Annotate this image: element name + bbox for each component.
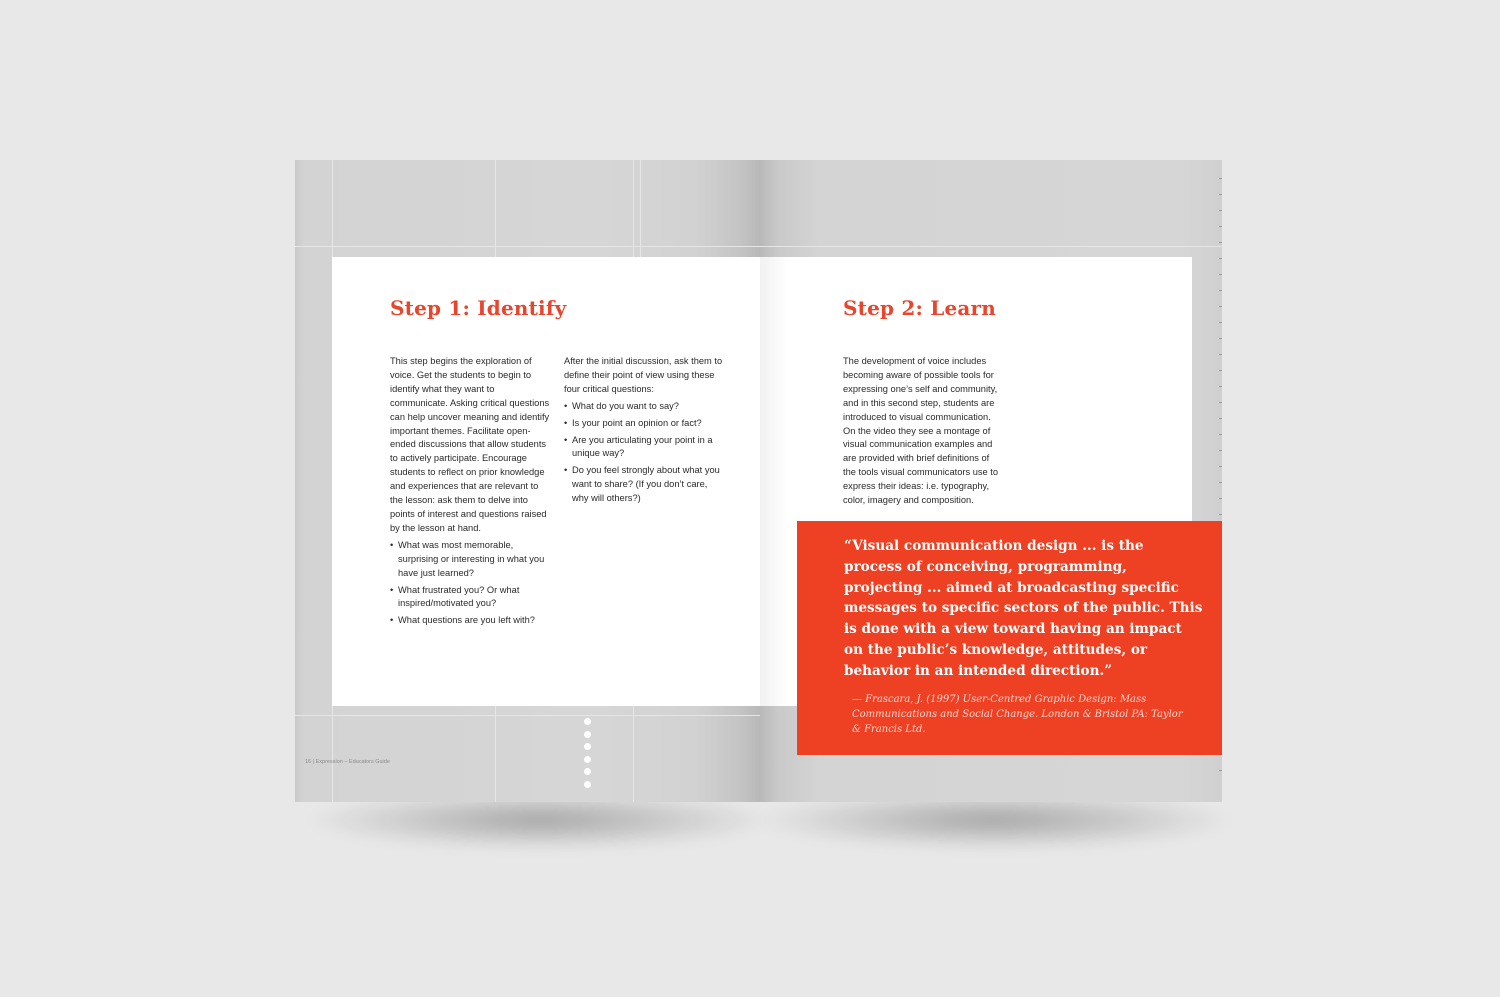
step1-column1 — [390, 355, 552, 631]
step2-paragraph: The development of voice includes becoming aware of possible tools for expressing one’s self and community, and in this second step, students are introduced to visual communication. On the video they see a montage of visual communication examples and are provided with brief definitions of the tools visual communicators use to express their ideas: i.e. typography, color, imagery and composition. — [843, 356, 999, 506]
grid-line — [295, 715, 760, 716]
list-item: • Are you articulating your point in a unique way? — [564, 434, 726, 462]
step1-column2-paragraph: After the initial discussion, ask them to define their point of view using these four critical questions: — [564, 356, 723, 394]
grid-line — [640, 160, 641, 257]
quote-citation: — Frascara, J. (1997) User-Centred Graphic Design: Mass Communications and Social Change. London & Bristol PA: Taylor & Francis Ltd. — [852, 694, 1183, 735]
step1-column2 — [564, 355, 726, 509]
list-item: • Is your point an opinion or fact? — [564, 417, 726, 431]
step1-heading: Step 1: Identify — [390, 296, 567, 320]
grid-line — [495, 160, 496, 257]
grid-line — [295, 246, 760, 247]
step2-column — [843, 355, 1003, 508]
step2-heading: Step 2: Learn — [843, 296, 997, 320]
decorative-dots — [584, 718, 593, 794]
grid-line — [760, 246, 1222, 247]
page-footer: 16 | Expression – Educators Guide — [305, 759, 390, 765]
list-item: • What frustrated you? Or what inspired/motivated you? — [390, 584, 552, 612]
critical-questions-list — [564, 400, 726, 506]
pull-quote: “Visual communication design ... is the process of conceiving, programming, projecting ... aimed at broadcasting specific messages to specific sectors of the public. This is done with a view toward having an impact on the public’s knowledge, attitudes, or behavior in an intended direction.” — [844, 538, 1203, 679]
grid-line — [495, 706, 496, 802]
step1-bullet-list — [390, 539, 552, 628]
list-item: • What was most memorable, surprising or interesting in what you have just learned? — [390, 539, 552, 581]
grid-line — [633, 706, 634, 802]
list-item: • Do you feel strongly about what you want to share? (If you don’t care, why will others?) — [564, 464, 726, 506]
list-item: • What do you want to say? — [564, 400, 726, 414]
list-item: • What questions are you left with? — [390, 614, 552, 628]
step1-paragraph: This step begins the exploration of voice. Get the students to begin to identify what they want to communicate. Asking critical questions can help uncover meaning and identify important themes. Facilitate open-ended discussions that allow students to actively participate. Encourage students to reflect on prior knowledge and experiences that are relevant to the lesson: ask them to delve into points of interest and questions raised by the lesson at hand. — [390, 356, 550, 533]
grid-line — [633, 160, 634, 257]
